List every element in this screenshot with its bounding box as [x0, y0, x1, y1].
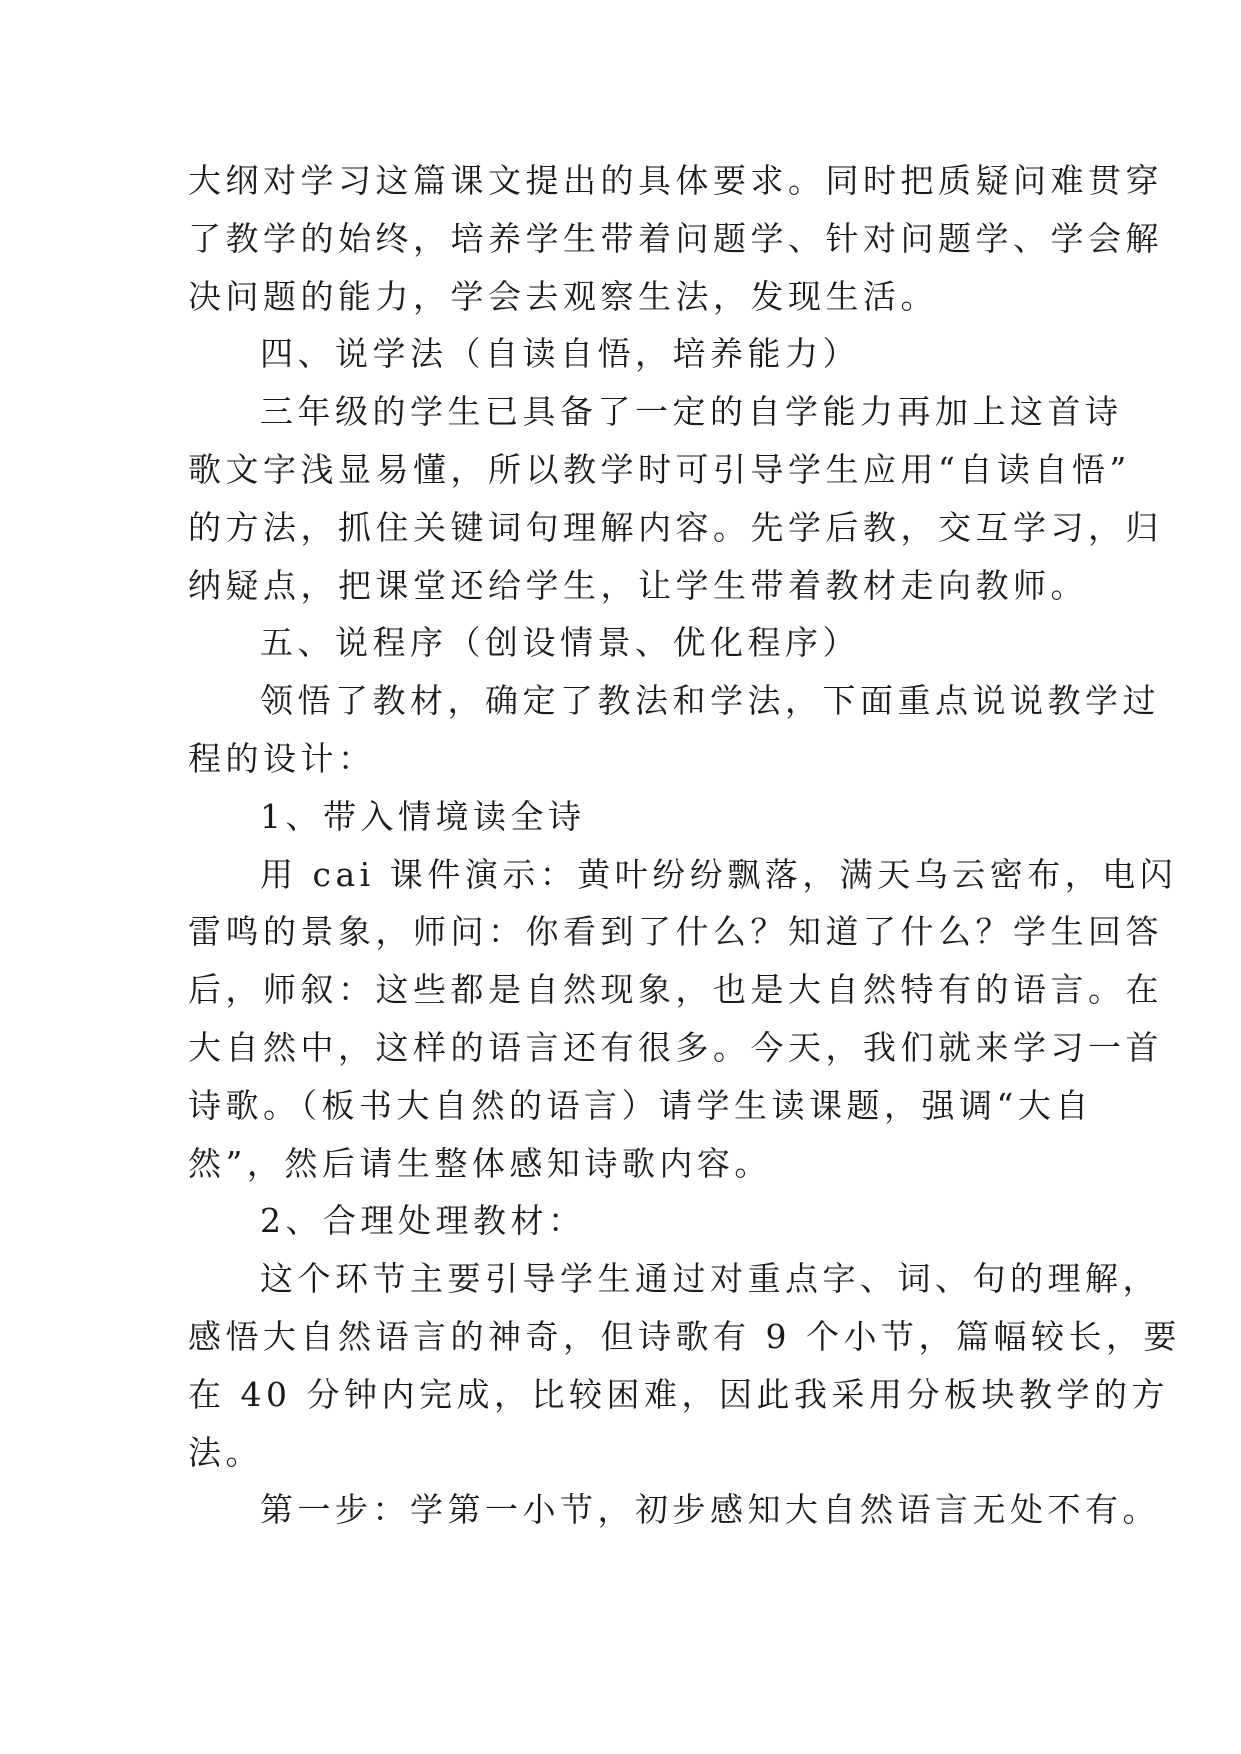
text-line: 四、说学法（自读自悟，培养能力）	[260, 334, 860, 374]
text-line: 然”，然后请生整体感知诗歌内容。	[188, 1143, 772, 1183]
text-line: 大自然中，这样的语言还有很多。今天，我们就来学习一首	[188, 1027, 1163, 1067]
text-line: 领悟了教材，确定了教法和学法，下面重点说说教学过	[260, 681, 1160, 721]
text-line: 雷鸣的景象，师问：你看到了什么？知道了什么？学生回答	[188, 912, 1163, 952]
text-line: 决问题的能力，学会去观察生法，发现生活。	[188, 276, 938, 316]
text-line: 程的设计：	[188, 738, 376, 778]
text-line: 大纲对学习这篇课文提出的具体要求。同时把质疑问难贯穿	[188, 161, 1163, 200]
text-line: 五、说程序（创设情景、优化程序）	[260, 623, 860, 663]
text-line: 第一步：学第一小节，初步感知大自然语言无处不有。	[260, 1490, 1160, 1530]
document-body	[188, 152, 1181, 1539]
text-line: 三年级的学生已具备了一定的自学能力再加上这首诗	[260, 392, 1123, 432]
text-line: 纳疑点，把课堂还给学生，让学生带着教材走向教师。	[188, 565, 1088, 605]
text-line: 后，师叙：这些都是自然现象，也是大自然特有的语言。在	[188, 970, 1163, 1010]
text-line: 用 cai 课件演示：黄叶纷纷飘落，满天乌云密布，电闪	[260, 854, 1178, 894]
text-line: 诗歌。（板书大自然的语言）请学生读课题，强调“大自	[188, 1085, 1093, 1125]
text-line: 的方法，抓住关键词句理解内容。先学后教，交互学习，归	[188, 507, 1163, 547]
text-line: 在 40 分钟内完成，比较困难，因此我采用分板块教学的方	[188, 1374, 1169, 1414]
text-line: 法。	[188, 1432, 263, 1472]
text-line: 1、带入情境读全诗	[260, 796, 586, 836]
text-line: 2、合理处理教材：	[260, 1201, 586, 1241]
text-line: 歌文字浅显易懂，所以教学时可引导学生应用“自读自悟”	[188, 449, 1131, 489]
text-line: 感悟大自然语言的神奇，但诗歌有 9 个小节，篇幅较长，要	[188, 1316, 1181, 1356]
text-line: 这个环节主要引导学生通过对重点字、词、句的理解，	[260, 1259, 1160, 1299]
text-line: 了教学的始终，培养学生带着问题学、针对问题学、学会解	[188, 218, 1163, 258]
